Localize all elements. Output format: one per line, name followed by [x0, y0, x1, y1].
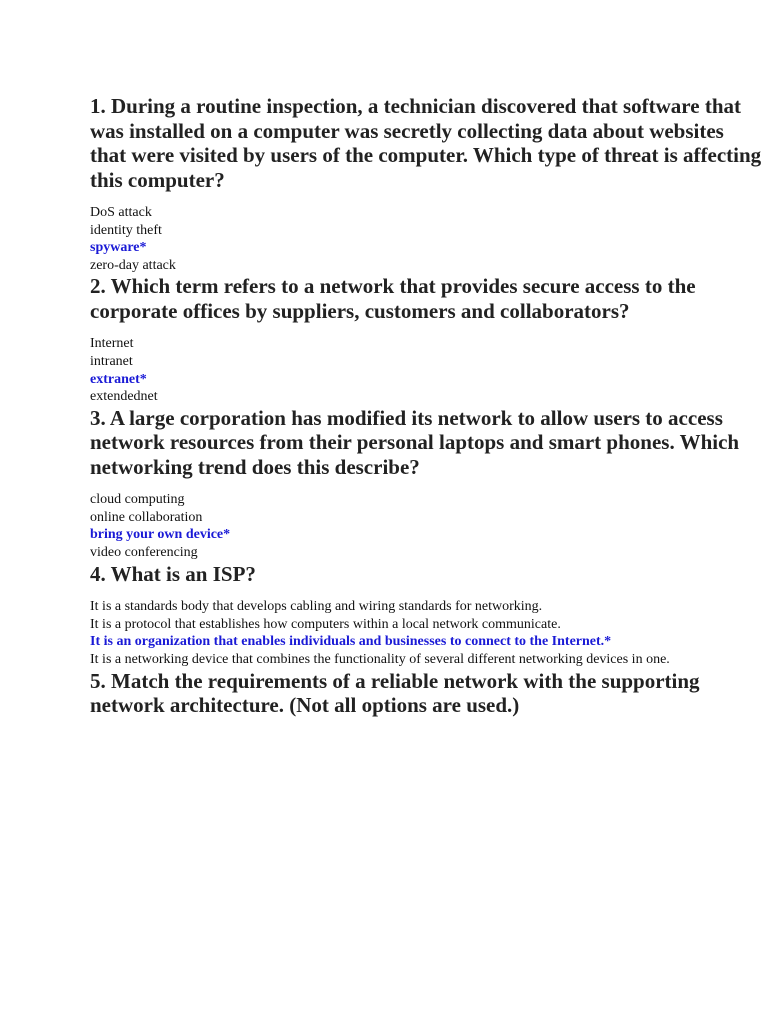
- correct-answer-option: It is an organization that enables individuals and businesses to connect to the Internet.*: [90, 634, 612, 650]
- question-block-2: [90, 274, 762, 405]
- answer-option: It is a protocol that establishes how computers within a local network communicate.: [90, 616, 561, 632]
- question-5-text: 5. Match the requirements of a reliable network with the supporting network architecture. (Not all options are used.): [90, 668, 700, 717]
- question-block-4: [90, 562, 762, 669]
- answer-option: extendednet: [90, 389, 158, 405]
- correct-answer-option: extranet*: [90, 371, 147, 387]
- answer-option: online collaboration: [90, 509, 203, 525]
- quiz-document: [90, 94, 762, 718]
- answer-option: It is a standards body that develops cabling and wiring standards for networking.: [90, 599, 543, 615]
- question-block-1: [90, 94, 762, 274]
- question-4-text: 4. What is an ISP?: [90, 561, 256, 586]
- answer-option: video conferencing: [90, 545, 198, 561]
- question-block-5: [90, 669, 762, 718]
- question-block-3: [90, 406, 762, 562]
- question-1-text: 1. During a routine inspection, a technician discovered that software that was installed on a computer was secretly collecting data about websites that were visited by users of the computer. Which type of threat is affecting this computer?: [90, 94, 762, 192]
- question-2-options: [90, 335, 762, 405]
- correct-answer-option: bring your own device*: [90, 527, 231, 543]
- answer-option: zero-day attack: [90, 257, 176, 273]
- answer-option: It is a networking device that combines the functionality of several different networking devices in one.: [90, 651, 670, 667]
- answer-option: DoS attack: [90, 205, 152, 220]
- answer-option: intranet: [90, 353, 133, 369]
- answer-option: cloud computing: [90, 492, 185, 508]
- question-3-text: 3. A large corporation has modified its network to allow users to access network resources from their personal laptops and smart phones. Which networking trend does this describe?: [90, 405, 740, 479]
- question-3-options: [90, 491, 762, 561]
- correct-answer-option: spyware*: [90, 240, 147, 256]
- question-1-options: [90, 204, 762, 274]
- answer-option: Internet: [90, 336, 134, 352]
- answer-option: identity theft: [90, 222, 162, 238]
- question-2-text: 2. Which term refers to a network that provides secure access to the corporate offices by suppliers, customers and collaborators?: [90, 274, 696, 323]
- question-4-options: [90, 598, 762, 668]
